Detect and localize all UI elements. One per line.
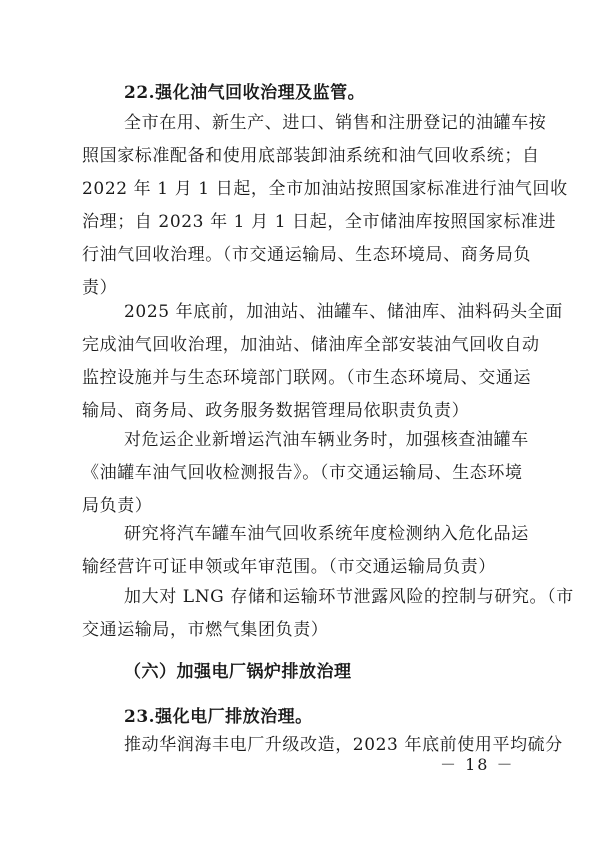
section-22-paragraph-2 <box>82 296 563 428</box>
text-line: 加大对 LNG 存储和运输环节泄露风险的控制与研究。（市 <box>124 587 574 607</box>
section-22-heading: 22.强化油气回收治理及监管。 <box>124 83 366 103</box>
section-22-paragraph-1 <box>82 107 568 305</box>
section-22-paragraph-3 <box>82 424 529 523</box>
text-line: 行油气回收治理。（市交通运输局、生态环境局、商务局负 <box>82 245 532 265</box>
text-line: 治理；自 2023 年 1 月 1 日起，全市储油库按照国家标准进 <box>82 212 557 232</box>
text-line: 2022 年 1 月 1 日起，全市加油站按照国家标准进行油气回收 <box>82 179 568 199</box>
text-line: 局负责） <box>82 496 153 516</box>
text-line: 研究将汽车罐车油气回收系统年度检测纳入危化品运 <box>124 524 529 544</box>
subsection-6-heading: （六）加强电厂锅炉排放治理 <box>124 662 352 682</box>
page-number: － 18 － <box>440 755 515 774</box>
text-line: 照国家标准配备和使用底部装卸油系统和油气回收系统；自 <box>82 146 540 166</box>
text-line: 交通运输局，市燃气集团负责） <box>82 620 329 640</box>
section-22-paragraph-5 <box>82 581 574 647</box>
text-line: 2025 年底前，加油站、油罐车、储油库、油料码头全面 <box>124 302 563 322</box>
text-line: 监控设施并与生态环境部门联网。（市生态环境局、交通运 <box>82 368 532 388</box>
text-line: 推动华润海丰电厂升级改造，2023 年底前使用平均硫分 <box>124 735 563 755</box>
text-line: 《油罐车油气回收检测报告》。（市交通运输局、生态环境 <box>82 463 523 483</box>
text-line: 责） <box>82 278 118 298</box>
text-line: 输经营许可证申领或年审范围。（市交通运输局负责） <box>82 557 496 577</box>
text-line: 完成油气回收治理，加油站、储油库全部安装油气回收自动 <box>82 335 540 355</box>
text-line: 输局、商务局、政务服务数据管理局依职责负责） <box>82 401 470 421</box>
text-line: 对危运企业新增运汽油车辆业务时，加强核查油罐车 <box>124 430 529 450</box>
section-23-heading: 23.强化电厂排放治理。 <box>124 707 313 727</box>
section-22-paragraph-4 <box>82 518 529 584</box>
text-line: 全市在用、新生产、进口、销售和注册登记的油罐车按 <box>124 113 547 133</box>
